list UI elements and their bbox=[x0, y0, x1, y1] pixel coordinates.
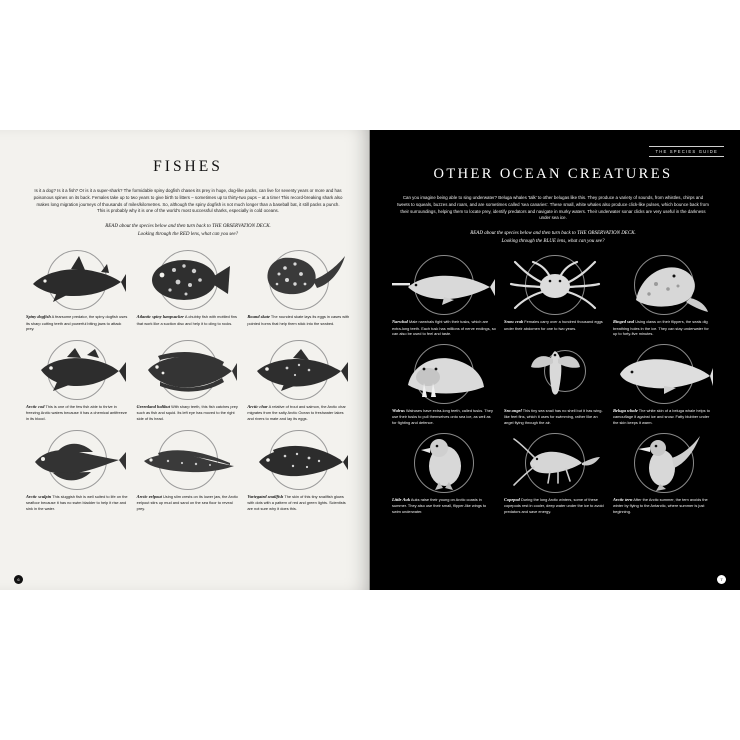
species-card bbox=[504, 342, 605, 426]
species-card bbox=[613, 431, 714, 515]
narwhal-icon bbox=[392, 257, 496, 313]
species-caption bbox=[613, 408, 714, 426]
species-card bbox=[613, 342, 714, 426]
illustration bbox=[247, 248, 350, 312]
shark-icon bbox=[27, 252, 127, 308]
species-text: Male narwhals fight with their tusks, which are extra-long teeth. Each tusk has millions of nerve endings, so can also be used to feel and taste. bbox=[392, 319, 496, 337]
species-name: Arctic eelpout bbox=[136, 493, 162, 499]
read-instruction bbox=[44, 223, 332, 238]
species-name: Snow crab bbox=[504, 319, 524, 325]
skate-icon bbox=[249, 250, 349, 310]
species-text: This is one of the few fish able to thrive in freezing Arctic waters because it has a chemical antifreeze in its blood. bbox=[26, 404, 127, 422]
illustration bbox=[613, 253, 714, 317]
species-caption bbox=[247, 314, 350, 326]
illustration bbox=[26, 248, 129, 312]
species-caption bbox=[247, 404, 350, 422]
species-text: Walruses have extra-long teeth, called tusks. They use their tusks to pull themselves onto sea ice, as well as for fighting and defence. bbox=[392, 408, 493, 426]
right-page bbox=[370, 130, 740, 590]
species-card bbox=[247, 248, 350, 332]
species-grid-right bbox=[392, 253, 714, 514]
walrus-icon bbox=[394, 345, 494, 403]
illustration bbox=[392, 431, 496, 495]
species-name: Arctic sculpin bbox=[26, 493, 52, 499]
species-caption bbox=[26, 494, 129, 512]
species-caption bbox=[504, 319, 605, 331]
running-head: THE SPECIES GUIDE bbox=[649, 146, 724, 157]
species-card bbox=[504, 431, 605, 515]
book-gutter bbox=[369, 130, 372, 590]
illustration bbox=[26, 338, 129, 402]
illustration bbox=[613, 431, 714, 495]
species-name: Copepod bbox=[504, 496, 520, 502]
snailfish-icon bbox=[249, 434, 349, 486]
species-text: A fearsome predator, the spiny dogfish uses its sharp cutting teeth and powerful biting jaws to attack prey. bbox=[26, 314, 128, 332]
species-name: Walrus bbox=[392, 408, 405, 413]
species-text: Auks raise their young on Arctic coasts in summer. They also use their small, flipper-like wings to swim underwater. bbox=[392, 496, 487, 514]
species-text: During the long Arctic winters, some of these copepods rest in cooler, deep water under the ice to avoid predators and save energy. bbox=[504, 496, 604, 514]
species-card bbox=[613, 253, 714, 337]
char-icon bbox=[249, 344, 349, 396]
illustration bbox=[247, 338, 350, 402]
species-card bbox=[137, 428, 240, 512]
illustration bbox=[137, 248, 240, 312]
little-auk-icon bbox=[409, 434, 479, 492]
species-caption bbox=[137, 314, 240, 326]
species-caption bbox=[247, 494, 350, 512]
species-card bbox=[26, 428, 129, 512]
species-text: The rounded skate lays its eggs in cases with pointed horns that help them stick into the seabed. bbox=[247, 314, 350, 326]
sea-angel-icon bbox=[525, 345, 585, 403]
illustration bbox=[137, 338, 240, 402]
species-caption bbox=[137, 494, 240, 512]
species-caption bbox=[504, 408, 605, 426]
species-card bbox=[392, 342, 496, 426]
beluga-icon bbox=[614, 348, 714, 400]
sculpin-icon bbox=[27, 432, 127, 488]
species-name: Arctic char bbox=[247, 404, 268, 409]
species-card bbox=[247, 428, 350, 512]
intro-paragraph: Can you imagine being able to sing underwater? Beluga whales 'talk' to other belugas like this. They produce a variety of sounds, from whistles, chirps and tweets to squeals, buzzes and roars, and are sometimes called 'sea canaries'. These small, white whales also produce click-like pulses, which bounce back from their surroundings, helping them to locate prey, identify predators and navigate in murky waters. Their underwater sonar clicks are very useful in the darkness under sea ice. bbox=[397, 195, 709, 221]
illustration bbox=[504, 253, 605, 317]
species-text: Females carry over a hundred thousand eggs under their abdomen for one to two years. bbox=[504, 319, 603, 331]
arctic-tern-icon bbox=[624, 434, 704, 492]
species-card bbox=[26, 338, 129, 422]
species-name: Arctic cod bbox=[26, 404, 45, 409]
illustration bbox=[504, 342, 605, 406]
species-card bbox=[26, 248, 129, 332]
species-caption bbox=[504, 497, 605, 515]
species-name: Sea angel bbox=[504, 408, 522, 413]
copepod-icon bbox=[510, 435, 600, 491]
species-text: Using slim crests on its lower jaw, the Arctic eelpout stirs up mud and sand on the sea floor to reveal prey. bbox=[136, 493, 239, 511]
species-name: Arctic tern bbox=[613, 496, 633, 502]
left-page bbox=[0, 130, 370, 590]
species-text: This sluggish fish is well suited to life on the seafloor because it has no swim bladder to help it rise and sink in the water. bbox=[26, 493, 128, 511]
species-name: Little Auk bbox=[392, 496, 411, 502]
halibut-icon bbox=[138, 344, 238, 396]
species-name: Greenland halibut bbox=[136, 404, 170, 409]
species-grid-left bbox=[26, 248, 350, 511]
species-name: Ringed seal bbox=[613, 319, 635, 325]
illustration bbox=[137, 428, 240, 492]
species-name: Variegated snailfish bbox=[247, 493, 284, 499]
lumpsucker-icon bbox=[140, 252, 236, 308]
species-caption bbox=[392, 497, 496, 515]
species-caption bbox=[26, 314, 129, 332]
ringed-seal-icon bbox=[616, 256, 712, 314]
species-card bbox=[137, 338, 240, 422]
read-instruction-line2: Looking through the RED lens, what can you see? bbox=[137, 231, 239, 237]
crab-icon bbox=[507, 256, 603, 314]
read-instruction bbox=[410, 230, 696, 245]
species-card bbox=[392, 253, 496, 337]
page-title: FISHES bbox=[153, 158, 223, 175]
species-caption bbox=[392, 319, 496, 337]
species-text: After the Arctic summer, the tern avoids the winter by flying to the Antarctic, where summer is just beginning. bbox=[613, 496, 708, 514]
species-text: A chubby fish with mottled fins that work like a suction disc and help it to cling to rocks. bbox=[136, 314, 237, 326]
page-number-right: 7 bbox=[717, 575, 726, 584]
species-caption bbox=[26, 404, 129, 422]
page-title: OTHER OCEAN CREATURES bbox=[433, 166, 673, 182]
species-text: The white skin of a beluga whale helps to camouflage it against ice and snow. Fatty blubber under the skin keeps it warm. bbox=[613, 408, 710, 426]
species-card bbox=[137, 248, 240, 332]
species-text: The skin of this tiny snailfish glows with dots with a pattern of red and green lights. Scientists are not sure why it does this. bbox=[247, 493, 346, 511]
illustration bbox=[247, 428, 350, 492]
page-number-left: 6 bbox=[14, 575, 23, 584]
illustration bbox=[392, 342, 496, 406]
species-name: Round skate bbox=[247, 314, 270, 320]
read-instruction-line1: READ about the species below and then turn back to THE OBSERVATION DECK. bbox=[105, 224, 271, 230]
species-name: Narwhal bbox=[392, 319, 408, 325]
species-card bbox=[392, 431, 496, 515]
species-name: Atlantic spiny lumpsucker bbox=[136, 314, 184, 320]
illustration bbox=[504, 431, 605, 495]
species-caption bbox=[137, 404, 240, 422]
species-name: Spiny dogfish bbox=[26, 314, 51, 320]
illustration bbox=[26, 428, 129, 492]
intro-paragraph: Is it a dog? Is it a fish? Or is it a super-shark? The formidable spiny dogfish chases its prey in huge, dog-like packs, can live for seventy years or more and has poisonous spines on its back. Females take up to two years to give birth to litters – sometimes up to thirty-two pups – at a time! This record-breaking shark also makes long migration journeys of thousands of miles/kilometres. So, although the spiny dogfish is not much longer than a baseball bat, it still packs a punch. This is probably why it is one of the world's most successful sharks, especially in cold oceans. bbox=[33, 188, 343, 214]
species-card bbox=[504, 253, 605, 337]
read-instruction-line1: READ about the species below and then turn back to THE OBSERVATION DECK. bbox=[470, 231, 636, 237]
species-card bbox=[247, 338, 350, 422]
species-text: A relative of trout and salmon, the Arctic char migrates from the salty Arctic Ocean to freshwater lakes and rivers to mate and lay its eggs. bbox=[247, 404, 346, 422]
eelpout-icon bbox=[138, 435, 238, 485]
illustration bbox=[613, 342, 714, 406]
species-text: With sharp teeth, this fish catches prey such as fish and squid. Its left eye has moved to the right side of its head. bbox=[136, 404, 238, 422]
species-name: Beluga whale bbox=[613, 408, 638, 413]
illustration bbox=[392, 253, 496, 317]
species-caption bbox=[392, 408, 496, 426]
species-caption bbox=[613, 319, 714, 337]
species-text: Using claws on their flippers, the seals dig breathing holes in the ice. They can stay underwater for up to forty-five minutes. bbox=[613, 319, 709, 337]
species-text: This tiny sea snail has no shell but it has wing-like feet fins, which it uses for swimming, rather like an angel flying through the air. bbox=[504, 408, 603, 426]
read-instruction-line2: Looking through the BLUE lens, what can you see? bbox=[501, 238, 605, 244]
species-caption bbox=[613, 497, 714, 515]
cod-icon bbox=[27, 344, 127, 396]
